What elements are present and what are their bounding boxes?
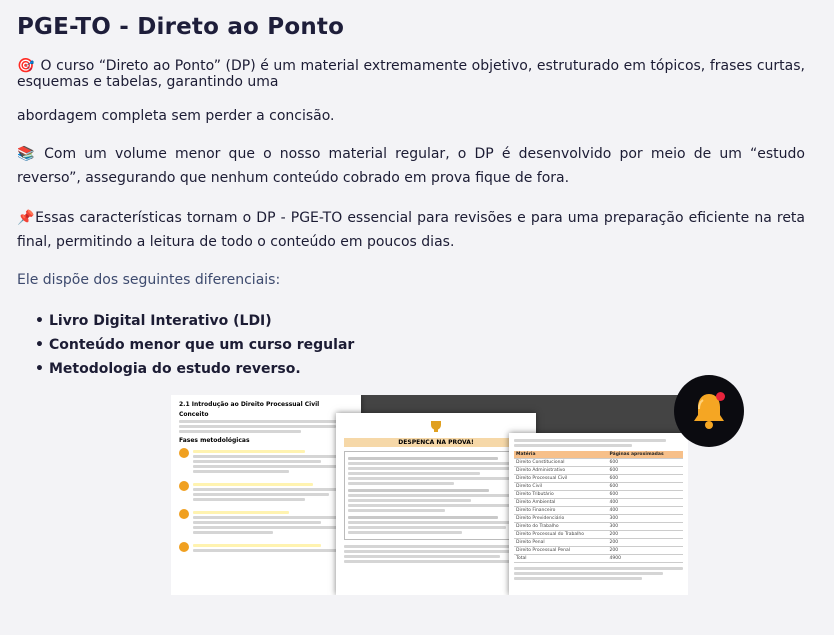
preview-sheet-table: [509, 433, 688, 595]
intro-text: O curso “Direto ao Ponto” (DP) é um material extremamente objetivo, estruturado em tópicos, frases curtas, esquemas e tabelas, garantindo uma: [17, 58, 805, 90]
features-paragraph: [17, 206, 805, 254]
target-icon: 🎯: [17, 58, 35, 74]
pages-table: Matéria Páginas aproximadas Direito Constitucional 600 Direito Administrativo 600 Direito Processual Civil 600 Direito Civil 600 Direito Tributário 600 Direito Ambiental 400 Direito Financeiro 400 Direito Previdenciário 300 Direito do Trabalho 300 Direito Processual do Trabalho 200 Direito Penal 200 Direito Processual Penal 200 Total 4900: [514, 451, 683, 563]
preview-sheet-theory: [171, 395, 361, 595]
material-preview-image: [171, 395, 688, 595]
sheet-subheading: Conceito: [179, 411, 209, 418]
differentials-label: Ele dispõe dos seguintes diferenciais:: [17, 272, 281, 288]
intro-continuation: abordagem completa sem perder a concisão.: [17, 108, 335, 124]
preview-sheet-questions: [336, 413, 536, 595]
intro-paragraph: [17, 58, 805, 90]
notification-button[interactable]: [674, 375, 744, 447]
sheet-heading: DESPENCA NA PROVA!: [344, 438, 528, 447]
sheet-section: Fases metodológicas: [179, 437, 250, 444]
pushpin-icon: 📌: [17, 210, 36, 226]
volume-text: Com um volume menor que o nosso material regular, o DP é desenvolvido por meio de um “estudo reverso”, assegurando que nenhum conteúdo cobrado em prova fique de fora.: [17, 146, 805, 186]
volume-paragraph: [17, 142, 805, 190]
books-icon: 📚: [17, 146, 39, 162]
features-text: Essas características tornam o DP - PGE-TO essencial para revisões e para uma preparação eficiente na reta final, permitindo a leitura de todo o conteúdo em poucos dias.: [17, 210, 805, 250]
sheet-heading: 2.1 Introdução ao Direito Processual Civil: [179, 401, 320, 408]
page-title: PGE-TO - Direto ao Ponto: [17, 14, 345, 40]
trophy-icon: [428, 420, 444, 434]
list-item: • Livro Digital Interativo (LDI): [35, 309, 354, 333]
notification-badge: [716, 392, 725, 401]
list-item: • Metodologia do estudo reverso.: [35, 357, 354, 381]
differentials-list: [35, 309, 354, 381]
list-item: • Conteúdo menor que um curso regular: [35, 333, 354, 357]
